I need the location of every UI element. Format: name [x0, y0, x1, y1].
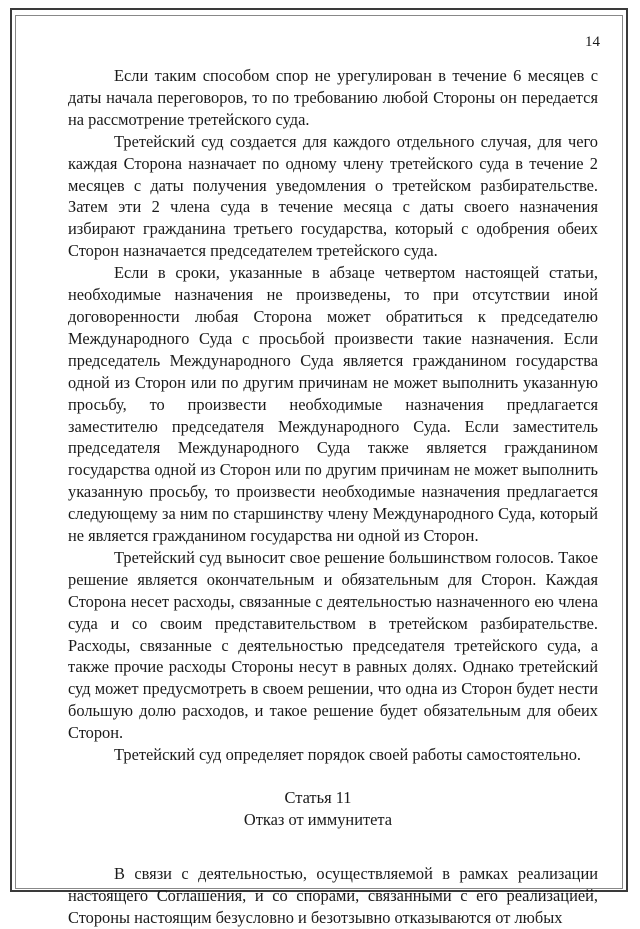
document-body — [68, 65, 598, 929]
paragraph-2: Третейский суд создается для каждого отдельного случая, для чего каждая Сторона назначает по одному члену третейского суда в течение 2 месяцев с даты получения уведомления о третейском разбирательстве. Затем эти 2 члена суда в течение месяца с даты своего назначения избирают гражданина третьего государства, который с одобрения обеих Сторон назначается председателем третейского суда. — [68, 131, 598, 261]
article-header — [68, 787, 598, 831]
paragraph-5: Третейский суд определяет порядок своей работы самостоятельно. — [114, 745, 582, 765]
page-number: 14 — [585, 34, 600, 50]
paragraph-1: Если таким способом спор не урегулирован в течение 6 месяцев с даты начала переговоров, то по требованию любой Стороны он передается на рассмотрение третейского суда. — [68, 66, 598, 129]
article-paragraph-1: В связи с деятельностью, осуществляемой в рамках реализации настоящего Соглашения, и со спорами, связанными с его реализацией, Стороны настоящим безусловно и безотзывно отказываются от любых — [68, 863, 598, 927]
paragraph-4: Третейский суд выносит свое решение большинством голосов. Такое решение является окончательным и обязательным для Сторон. Каждая Сторона несет расходы, связанные с деятельностью назначенного ею члена суда и со своим представительством в третейском разбирательстве. Расходы, связанные с деятельностью председателя третейского суда, а также прочие расходы Стороны несут в равных долях. Однако третейский суд может предусмотреть в своем решении, что одна из Сторон будет нести большую долю расходов, и такое решение будет обязательным для обеих Сторон. — [68, 547, 598, 743]
paragraph-3: Если в сроки, указанные в абзаце четвертом настоящей статьи, необходимые назначения не произведены, то при отсутствии иной договоренности любая Сторона может обратиться к председателю Международного Суда с просьбой произвести такие назначения. Если председатель Международного Суда является гражданином государства одной из Сторон или по другим причинам не может выполнить указанную просьбу, то произвести необходимые назначения предлагается заместителю председателя Международного Суда. Если заместитель председателя Международного Суда также является гражданином государства одной из Сторон или по другим причинам не может выполнить указанную просьбу, то произвести необходимые назначения предлагается следующему за ним по старшинству члену Международного Суда, который не является гражданином государства ни одной из Сторон. — [68, 263, 598, 546]
article-number: Статья 11 — [284, 788, 352, 807]
article-title: Отказ от иммунитета — [243, 809, 393, 829]
section-spacer — [68, 831, 598, 863]
